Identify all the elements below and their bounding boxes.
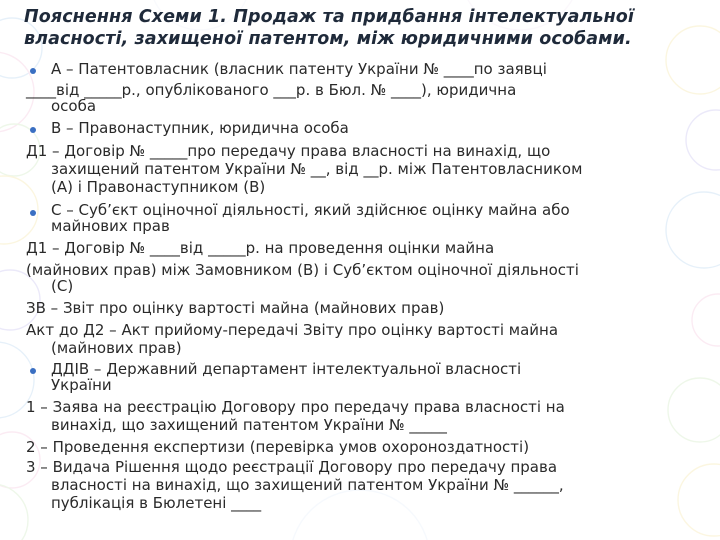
bullet-icon bbox=[30, 368, 36, 374]
list-line: (майнових прав) bbox=[51, 339, 182, 357]
title-line-1: Пояснення Схеми 1. Продаж та придбання інтелектуальної bbox=[24, 7, 634, 27]
list-line: ДДІВ – Державний департамент інтелектуальної власності bbox=[51, 360, 522, 378]
list-line: ЗВ – Звіт про оцінку вартості майна (майнових прав) bbox=[26, 299, 445, 317]
list-line: Д1 – Договір № ____від _____р. на проведення оцінки майна bbox=[26, 239, 495, 257]
list-line: (A) і Правонаступником (B) bbox=[51, 178, 266, 196]
list-line: 3 – Видача Рішення щодо реєстрації Договору про передачу права bbox=[26, 458, 558, 476]
list-line: (майнових прав) між Замовником (B) і Суб’єктом оціночної діяльності bbox=[26, 261, 579, 279]
list-line: ____від _____р., опублікованого ___р. в Бюл. № ____), юридична bbox=[26, 81, 517, 99]
list-line: винахід, що захищений патентом України № _____ bbox=[51, 416, 447, 434]
list-line: особа bbox=[51, 97, 97, 115]
list-line: (С) bbox=[51, 277, 74, 295]
list-line: України bbox=[51, 376, 112, 394]
list-line: власності на винахід, що захищений патентом України № ______, bbox=[51, 476, 564, 494]
bullet-icon bbox=[30, 68, 36, 74]
list-line: B – Правонаступник, юридична особа bbox=[51, 119, 349, 137]
list-line: Акт до Д2 – Акт прийому-передачі Звіту про оцінку вартості майна bbox=[26, 321, 559, 339]
bullet-icon bbox=[30, 210, 36, 216]
list-line: захищений патентом України № __, від __р. між Патентовласником bbox=[51, 160, 583, 178]
slide-title bbox=[24, 6, 714, 50]
title-line-2: власності, захищеної патентом, між юридичними особами. bbox=[24, 29, 632, 49]
list-line: 1 – Заява на реєстрацію Договору про передачу права власності на bbox=[26, 398, 565, 416]
list-line: С – Суб’єкт оціночної діяльності, який здійснює оцінку майна або bbox=[51, 201, 570, 219]
list-line: A – Патентовласник (власник патенту України № ____по заявці bbox=[51, 60, 547, 78]
list-line: публікація в Бюлетені ____ bbox=[51, 494, 262, 512]
list-line: 2 – Проведення експертизи (перевірка умов охороноздатності) bbox=[26, 438, 530, 456]
bullet-icon bbox=[30, 127, 36, 133]
list-line: майнових прав bbox=[51, 217, 170, 235]
list-line: Д1 – Договір № _____про передачу права власності на винахід, що bbox=[26, 142, 551, 160]
